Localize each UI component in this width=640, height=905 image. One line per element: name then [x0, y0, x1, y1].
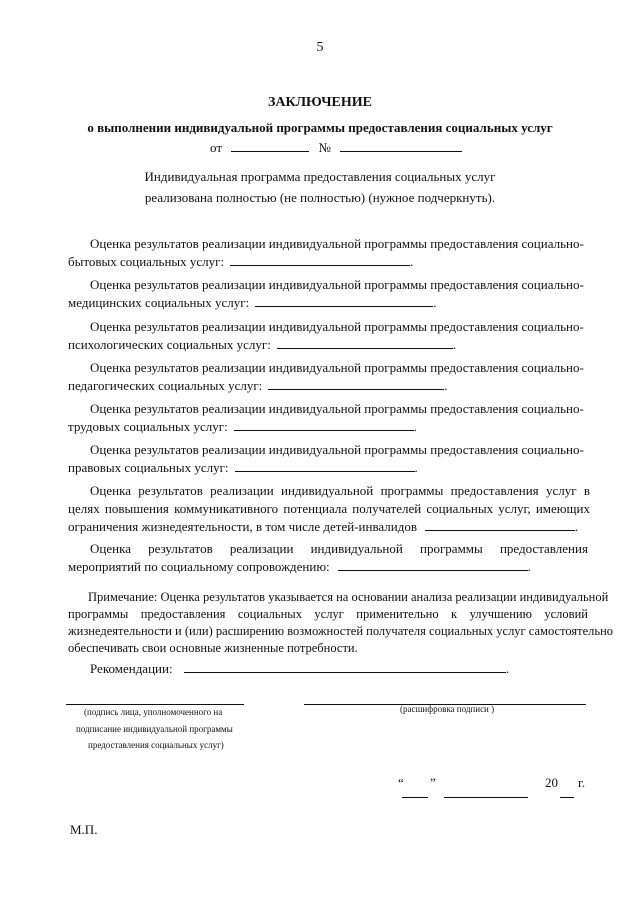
- assessment-line2: трудовых социальных услуг:: [68, 419, 228, 434]
- text-word: предоставления: [140, 607, 226, 621]
- assessment-line2: бытовых социальных услуг:: [68, 254, 225, 269]
- answer-blank: [230, 253, 410, 266]
- note-line1: Примечание: Оценка результатов указывается на основании анализа реализации индивидуальной: [88, 590, 609, 604]
- text-word: коммуникативного: [174, 501, 279, 516]
- text-word: применительно: [356, 607, 439, 621]
- text-word: Оценка: [90, 541, 131, 556]
- note-line4: обеспечивать свои основные жизненные потребности.: [68, 641, 358, 655]
- assessment-line2: правовых социальных услуг:: [68, 460, 229, 475]
- answer-blank: [425, 518, 575, 531]
- answer-blank: [255, 294, 433, 307]
- date-year-suffix: г.: [578, 775, 586, 790]
- answer-blank: [234, 418, 414, 431]
- text-word: результатов: [138, 483, 203, 498]
- assessment-line1: Оценка результатов реализации индивидуальной программы предоставления социально-: [90, 360, 584, 375]
- text-word: социальных: [426, 501, 494, 516]
- number-blank: [340, 139, 462, 152]
- assessment-line1: Оценка результатов реализации индивидуальной программы предоставления социально-: [90, 277, 584, 292]
- program-status-line1: Индивидуальная программа предоставления социальных услуг: [144, 169, 496, 184]
- recommendations-blank: [184, 660, 506, 673]
- assessment-psychological: Оценка результатов реализации индивидуальной программы предоставления социально- психологических социальных услуг: .: [90, 318, 590, 354]
- date-open-quote: “: [398, 775, 404, 790]
- answer-blank: [268, 377, 444, 390]
- year-blank: [560, 797, 574, 798]
- assessment-household: Оценка результатов реализации индивидуальной программы предоставления социально- бытовых социальных услуг: .: [90, 235, 590, 271]
- answer-blank: [235, 459, 415, 472]
- text-word: Оценка: [90, 483, 131, 498]
- text-word: социальных: [237, 607, 302, 621]
- answer-blank: [338, 558, 528, 571]
- assessment-line1: Оценка результатов реализации индивидуальной программы предоставления социально-: [90, 236, 584, 251]
- signature-caption-line2: подписание индивидуальной программы: [76, 724, 233, 734]
- assessment-labor: Оценка результатов реализации индивидуальной программы предоставления социально- трудовых социальных услуг: .: [90, 400, 590, 436]
- recommendations-line: Рекомендации: .: [90, 661, 510, 676]
- text-word: услуг: [314, 607, 344, 621]
- assessment-line2: мероприятий по социальному сопровождению:: [68, 559, 330, 574]
- text-word: услуг,: [498, 501, 531, 516]
- assessment-line2: психологических социальных услуг:: [68, 337, 271, 352]
- note-paragraph: [68, 589, 614, 657]
- assessment-pedagogical: Оценка результатов реализации индивидуальной программы предоставления социально- педагогических социальных услуг: .: [90, 359, 590, 395]
- answer-blank: [277, 336, 453, 349]
- document-subtitle: о выполнении индивидуальной программы предоставления социальных услуг: [87, 120, 553, 135]
- signature-caption-line1: (подпись лица, уполномоченного на: [84, 707, 223, 717]
- program-status-line2: реализована полностью (не полностью) (нужное подчеркнуть).: [144, 190, 496, 205]
- document-title: ЗАКЛЮЧЕНИЕ: [267, 95, 373, 110]
- assessment-medical: Оценка результатов реализации индивидуальной программы предоставления социально- медицинских социальных услуг: .: [90, 276, 590, 312]
- date-number-line: [210, 139, 462, 156]
- text-word: повышения: [104, 501, 169, 516]
- text-word: потенциала: [283, 501, 348, 516]
- text-word: условий: [544, 607, 588, 621]
- text-word: предоставления: [450, 483, 539, 498]
- text-word: улучшению: [469, 607, 532, 621]
- text-word: результатов: [148, 541, 213, 556]
- text-word: программы: [380, 483, 444, 498]
- text-word: программы: [68, 607, 129, 621]
- text-word: предоставления: [499, 541, 588, 556]
- assessment-line1: Оценка результатов реализации индивидуальной программы предоставления социально-: [90, 442, 584, 457]
- text-word: индивидуальной: [310, 541, 403, 556]
- note-line3: жизнедеятельности и (или) расширению возможностей получателя социальных услуг самостоятельно: [68, 624, 614, 638]
- text-word: реализации: [210, 483, 274, 498]
- text-word: индивидуальной: [281, 483, 374, 498]
- recommendations-label: Рекомендации:: [90, 661, 173, 676]
- assessment-communicative: Оценка результатов реализации индивидуальной программы предоставления услуг в целях повышения коммуникативного потенциала получателей социальных услуг, имеющих ограничения жизнедеятельности, в том числе детей-инвалидов .: [68, 483, 590, 534]
- text-word: реализации: [229, 541, 294, 556]
- text-word: услуг: [545, 483, 577, 498]
- text-word: получателей: [352, 501, 422, 516]
- assessment-line2: педагогических социальных услуг:: [68, 378, 263, 393]
- date-blank: [231, 139, 309, 152]
- stamp-place: М.П.: [70, 822, 98, 837]
- text-word: целях: [68, 501, 100, 516]
- signature-line: [66, 704, 244, 705]
- signature-decoding-caption: (расшифровка подписи ): [400, 704, 495, 714]
- assessment-line2: медицинских социальных услуг:: [68, 295, 250, 310]
- assessment-line1: Оценка результатов реализации индивидуальной программы предоставления социально-: [90, 401, 584, 416]
- from-label: от: [210, 140, 223, 155]
- month-blank: [444, 797, 528, 798]
- signature-caption-line3: предоставления социальных услуг): [88, 740, 224, 750]
- date-close-quote: ”: [430, 775, 436, 790]
- assessment-legal: Оценка результатов реализации индивидуальной программы предоставления социально- правовых социальных услуг: .: [90, 441, 590, 477]
- date-year: 20: [545, 775, 558, 790]
- number-label: №: [318, 140, 331, 155]
- text-word: программы: [420, 541, 483, 556]
- text-word: к: [451, 607, 458, 621]
- assessment-line3: ограничения жизнедеятельности, в том числе детей-инвалидов: [68, 519, 418, 534]
- day-blank: [402, 797, 428, 798]
- text-word: в: [583, 483, 590, 498]
- text-word: имеющих: [535, 501, 590, 516]
- page-number: 5: [316, 40, 324, 55]
- assessment-accompaniment: Оценка результатов реализации индивидуальной программы предоставления мероприятий по социальному сопровождению: .: [68, 541, 588, 574]
- assessment-line1: Оценка результатов реализации индивидуальной программы предоставления социально-: [90, 319, 584, 334]
